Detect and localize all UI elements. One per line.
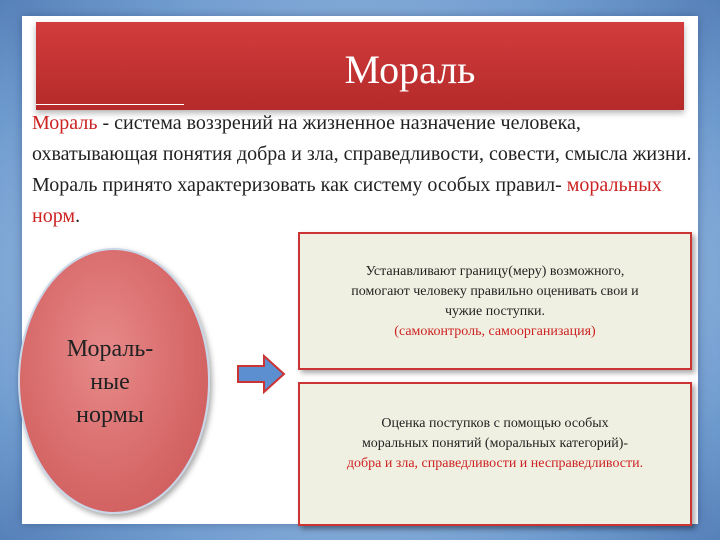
- definition-term: Мораль: [32, 112, 98, 134]
- box1-line3: чужие поступки.: [444, 304, 545, 319]
- title-underline: [36, 104, 184, 105]
- oval-label: [40, 333, 180, 432]
- definition-end: .: [75, 205, 81, 227]
- definition-highlight: моральных норм: [32, 174, 662, 227]
- box2-line3: добра и зла, справедливости и несправедливости.: [346, 456, 644, 471]
- oval-label-line1: Мораль-: [66, 336, 154, 362]
- oval-label-line3: нормы: [76, 402, 144, 428]
- box1-line1: Устанавливают границу(меру) возможного,: [365, 264, 625, 279]
- box1-line4: (самоконтроль, самоорганизация): [394, 324, 596, 339]
- box1-line2: помогают человеку правильно оценивать свои и: [351, 284, 639, 299]
- right-arrow-icon: [236, 354, 286, 394]
- slide-title: Мораль: [344, 47, 476, 92]
- norms-function-box: [298, 232, 692, 370]
- box2-line1: Оценка поступков с помощью особых: [381, 416, 609, 431]
- definition-body: - система воззрений на жизненное назначение человека, охватывающая понятия добра и зла, справедливости, совести, смысла жизни. Мораль принято характеризовать как систему особых правил-: [32, 112, 692, 196]
- box2-line2: моральных понятий (моральных категорий)-: [361, 436, 629, 451]
- norms-evaluation-box: [298, 382, 692, 526]
- definition-paragraph: [32, 108, 692, 232]
- oval-label-line2: ные: [90, 369, 130, 395]
